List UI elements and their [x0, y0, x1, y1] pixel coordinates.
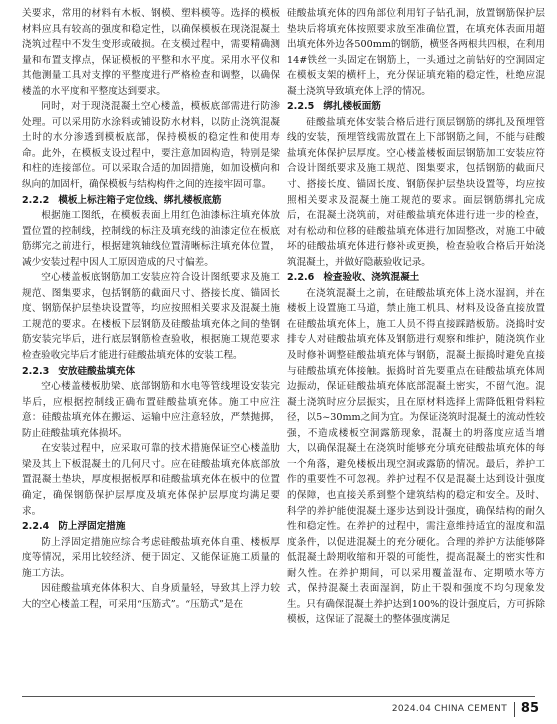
section-title: 绑扎楼板面筋: [323, 101, 381, 113]
paragraph: 因硅酸盐填充体体积大、自身质量轻，导致其上浮力较大的空心楼盖工程，可采用“压筋式”。“压筋式”是在: [22, 583, 280, 610]
paragraph: 在安装过程中，应采取可靠的技术措施保证空心楼盖肋梁及其上下板混凝土的几何尺寸。应在硅酸盐填充体底部放置混凝土垫块，厚度根据板厚和硅酸盐填充体在板中的位置确定，确保钢筋保护层厚度及填充体保护层厚度均满足要求。: [22, 443, 280, 517]
page-footer: [0, 690, 557, 724]
section-heading: [287, 270, 545, 286]
journal-issue: 2024.04 CHINA CEMENT: [391, 704, 507, 714]
section-heading: [22, 519, 280, 535]
page-number: 85: [520, 701, 539, 716]
paragraph: 根据施工图纸，在模板表面上用红色油漆标注填充体放置位置的控制线，控制线的标注及填充线的油漆定位在板底筋绑完之前进行，根据建筑轴线位置清晰标注填充体位置，减少安装过程中因人工原因造成的尺寸偏差。: [22, 210, 280, 268]
section-number: 2.2.2: [22, 194, 50, 206]
section-title: 检查验收、浇筑混凝土: [323, 272, 420, 284]
footer-separator: [514, 702, 515, 717]
paragraph: 空心楼盖楼板肋梁、底部钢筋和水电等管线埋设安装完毕后，应根据控制线正确布置硅酸盐填充体。施工中应注意：硅酸盐填充体在搬运、运输中应注意轻放，严禁抛掷，防止硅酸盐填充体损坏。: [22, 381, 280, 439]
paragraph: 硅酸盐填充体的四角部位利用钉子钻孔洞，放置钢筋保护层垫块后将填充体按照要求放至准确位置，在填充体表面用超出填充体外边各500mm的钢筋，横竖各两根共四根，在利用14#铁丝一头固定在钢筋上，一头通过之前钻好的空洞固定在模板支架的横杆上，充分保证填充箱的稳定性，杜绝应混凝土浇筑导致填充体上浮的情况。: [287, 8, 545, 97]
paragraph: 硅酸盐填充体安装合格后进行顶层钢筋的绑扎及预埋管线的安装，预埋管线需放置在上下部钢筋之间，不能与硅酸盐填充体保护层厚度。空心楼盖楼板面层钢筋加工安装应符合设计图纸要求及施工规范、图集要求，包括钢筋的截面尺寸、搭接长度、锚固长度、钢筋保护层垫块设置等，均应按照相关要求及混凝土施工规范的要求。面层钢筋绑扎完成后，在混凝土浇筑前，对硅酸盐填充体进行进一步的检查，对有松动和位移的硅酸盐填充体进行加固整改，对施工中破坏的硅酸盐填充体进行修补或更换，检查验收合格后开始浇筑混凝土，并做好隐蔽验收记录。: [287, 116, 545, 268]
section-number: 2.2.3: [22, 365, 50, 377]
paragraph: 同时，对于现浇混凝土空心楼盖，模板底部需进行防渗处理。可以采用防水涂料或铺设防水材料，以防止浇筑混凝土时的水分渗透到模板底部，保持模板的稳定性和使用寿命。此外，在模板支设过程中，要注意加固构造，特别是梁和柱的连接部位。可以采取合适的加固措施，如加设横向和纵向的加固杆，确保模板与结构构件之间的连接牢固可靠。: [22, 101, 280, 191]
paragraph: 空心楼盖板底钢筋加工安装应符合设计图纸要求及施工规范、图集要求，包括钢筋的截面尺寸、搭接长度、锚固长度、钢筋保护层垫块设置等，均应按照相关要求及混凝土施工规范的要求。在楼板下层钢筋及硅酸盐填充体之间的垫钢筋安装完毕后，进行底层钢筋检查验收，根据施工规范要求检查验收完毕后才能进行硅酸盐填充体的安装工程。: [22, 272, 280, 362]
section-number: 2.2.6: [287, 272, 315, 284]
section-title: 安放硅酸盐填充体: [58, 365, 136, 377]
section-heading: [287, 99, 545, 115]
paragraph: 防上浮固定措施应综合考虑硅酸盐填充体自重、楼板厚度等情况，采用比较经济、便于固定、又能保证施工质量的施工方法。: [22, 536, 280, 579]
section-heading: [22, 364, 280, 380]
section-number: 2.2.4: [22, 521, 50, 533]
section-number: 2.2.5: [287, 101, 315, 113]
section-title: 防上浮固定措施: [58, 521, 126, 533]
paragraph: 关要求，常用的材料有木板、钢模、塑料模等。选择的模板材料应具有较高的强度和稳定性，以确保模板在现浇混凝土浇筑过程中不发生变形或破损。在支模过程中，需要精确测量和布置支撑点，保证模板的平整和水平度。采用水平仪和其他测量工具对支撑的平整度进行严格检查和调整，以确保楼盖的水平度和平整度达到要求。: [22, 8, 280, 97]
footer-rule: [22, 696, 535, 697]
paragraph: 在浇筑混凝土之前，在硅酸盐填充体上浇水湿润，并在楼板上设置施工马道，禁止施工机具、材料及设备直接放置在硅酸盐填充体上，施工人员不得直接踩踏板筋。浇捣时安排专人对硅酸盐填充体及钢筋进行观察和维护，随浇筑作业及时修补调整硅酸盐填充体与钢筋，混凝土振捣时避免直接与硅酸盐填充体接触。振捣时首先要重点在硅酸盐填充体周边振动，保证硅酸盐填充体底部混凝土密实，不留气泡。混凝土浇筑时应分层振实，且在原材料选择上需降低粗骨料粒径，以5~30mm之间为宜。为保证浇筑时混凝土的流动性较强，不造成楼板空洞露筋现象，混凝土的坍落度应适当增大，以确保混凝土在浇筑时能够充分填充硅酸盐填充体的每一个角落，避免楼板出现空洞或露筋的情况。最后，养护工作的重要性不可忽视。养护过程不仅是混凝土达到设计强度的保障，也直接关系到整个建筑结构的稳定和安全。及时、科学的养护能使混凝土逐步达到设计强度，确保结构的耐久性和稳定性。在养护的过程中，需注意维持适宜的湿度和温度条件，以促进混凝土的充分硬化。合理的养护方法能够降低混凝土龄期收缩和开裂的可能性，提高混凝土的密实性和耐久性。在养护期间，可以采用覆盖湿布、定期喷水等方式，保持混凝土表面湿润，防止干裂和强度不均匀现象发生。只有确保混凝土养护达到100%的设计强度后，方可拆除模板，这保证了混凝土的整体强度满足: [287, 287, 545, 626]
left-column: [22, 6, 280, 612]
right-column: [287, 6, 545, 628]
section-heading: [22, 193, 280, 209]
section-title: 模板上标注箱子定位线、绑扎楼板底筋: [58, 194, 222, 206]
